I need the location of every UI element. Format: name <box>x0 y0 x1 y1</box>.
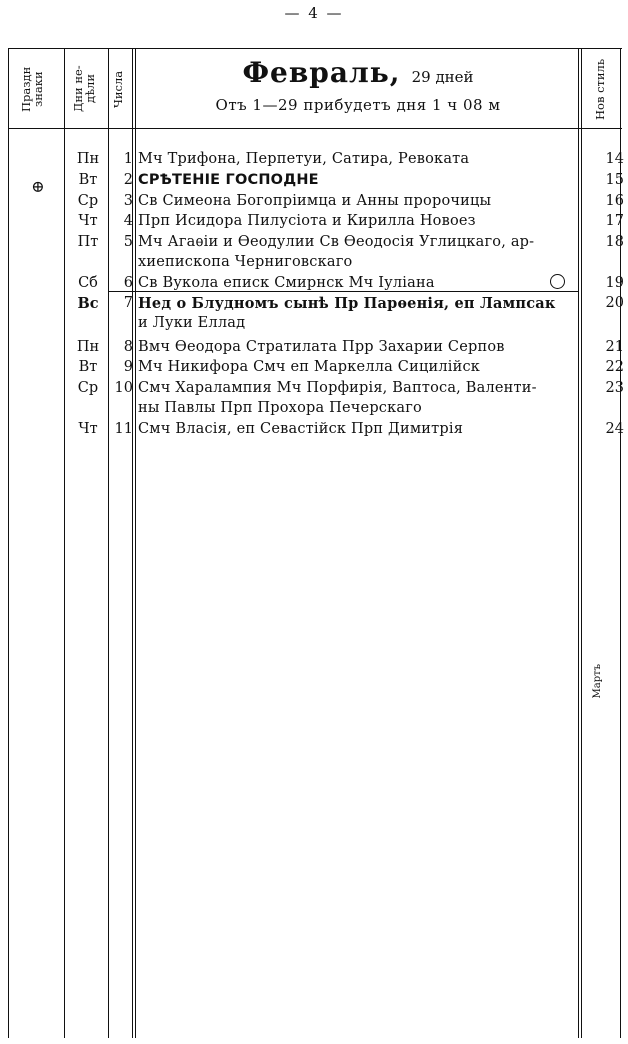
weekday: Вт <box>78 359 98 376</box>
weekday: Вс <box>77 295 99 313</box>
weekday: Пн <box>76 151 100 167</box>
column-divider <box>64 48 65 1038</box>
entry-text: Св Вукола епиcк Смирнск Мч Іуліана <box>138 274 435 291</box>
new-style-day: 23 <box>605 380 624 397</box>
new-style-day: 15 <box>605 171 624 188</box>
entry-text: Мч Агаѳіи и Ѳеодулии Св Ѳеодосія Углицкаго, ар- <box>138 234 535 251</box>
weekday: Пт <box>77 234 99 251</box>
entry-text: Нед о Блудномъ сынѣ Пр Парѳенія, еп Лампсак <box>138 295 556 313</box>
column-divider <box>578 48 579 1038</box>
new-style-day: 24 <box>605 420 624 437</box>
month-name: Февраль, <box>242 56 401 89</box>
header-numbers: Числа <box>111 70 125 108</box>
new-style-day: 16 <box>605 192 624 209</box>
weekday: Вт <box>78 171 98 188</box>
day-number: 10 <box>114 380 133 397</box>
new-style-day: 14 <box>605 151 624 167</box>
header-divider <box>8 128 622 129</box>
weekday: Сб <box>78 274 98 291</box>
entry-text: ны Павлы Прп Прохора Печерскаго <box>138 399 422 416</box>
entry-text: Прп Исидора Пилусіота и Кирилла Новоез <box>138 213 476 230</box>
table-border-top <box>8 48 622 49</box>
new-style-day: 19 <box>605 274 624 291</box>
calendar-table <box>8 48 622 1038</box>
feast-sign-icon: ⊕ <box>31 176 45 196</box>
new-style-day: 20 <box>605 295 624 312</box>
new-style-day: 18 <box>605 234 624 251</box>
entry-text: хиепископа Черниговскаго <box>138 253 353 270</box>
month-title <box>138 56 578 89</box>
day-number: 5 <box>123 234 133 251</box>
daylight-gain: Отъ 1—29 прибудетъ дня 1 ч 08 м <box>215 96 501 114</box>
day-number: 6 <box>123 274 133 291</box>
page-number: — 4 — <box>284 4 344 22</box>
column-divider <box>135 48 136 1038</box>
weekday: Чт <box>78 420 98 437</box>
day-number: 2 <box>123 171 133 188</box>
day-number: 3 <box>123 192 133 209</box>
new-style-day: 22 <box>605 359 624 376</box>
table-border-left <box>8 48 9 1038</box>
day-number: 4 <box>123 213 133 230</box>
day-number: 11 <box>114 420 133 437</box>
day-number: 8 <box>123 338 133 355</box>
moon-full-icon <box>548 274 566 292</box>
entry-text: Вмч Ѳеодора Стратилата Прр Захарии Серпов <box>138 338 505 355</box>
weekday: Пн <box>76 338 100 355</box>
day-number: 7 <box>123 295 133 312</box>
entry-text: и Луки Еллад <box>138 314 246 331</box>
header-weekdays: Дни не- дѣли <box>71 65 97 113</box>
entry-text: Смч Харалампия Мч Порфирія, Ваптоса, Валенти- <box>138 380 537 397</box>
entry-text: Смч Власія, еп Севастійск Прп Димитрія <box>138 420 464 437</box>
header-signs: Праздн знаки <box>19 66 45 112</box>
march-label: Мартъ <box>592 664 603 699</box>
day-number: 1 <box>123 151 133 167</box>
weekday: Ср <box>77 380 99 397</box>
month-days: 29 дней <box>411 68 474 86</box>
weekday: Ср <box>77 192 99 209</box>
entry-text: СРѢТЕНІЕ ГОСПОДНЕ <box>138 171 319 188</box>
header-new-style: Нов стиль <box>593 58 607 120</box>
entry-text: Мч Никифора Смч еп Маркелла Сицилійск <box>138 359 481 376</box>
weekday: Чт <box>78 213 98 230</box>
sunday-divider <box>108 291 578 292</box>
entry-text: Св Симеона Богопріимца и Анны пророчицы <box>138 192 492 209</box>
new-style-day: 17 <box>605 213 624 230</box>
day-number: 9 <box>123 359 133 376</box>
new-style-day: 21 <box>605 338 624 355</box>
entry-text: Мч Трифона, Перпетуи, Сатира, Ревоката <box>138 151 470 167</box>
